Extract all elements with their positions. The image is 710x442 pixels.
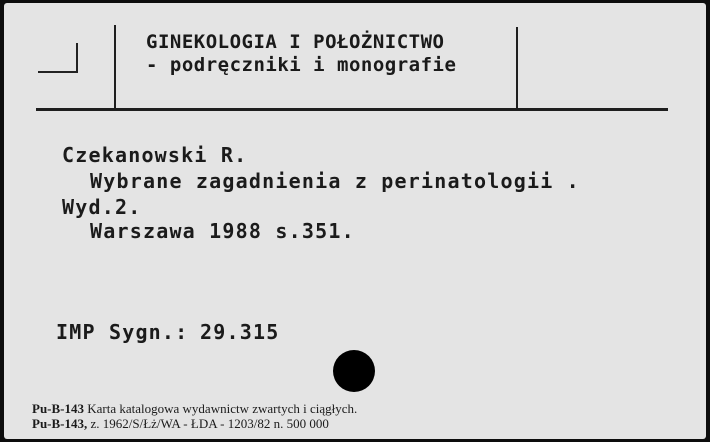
footer-form-code-2: Pu-B-143, bbox=[32, 416, 88, 431]
subject-heading-line1: GINEKOLOGIA I POŁOŻNICTWO bbox=[146, 31, 445, 53]
subject-heading-line2: - podręczniki i monografie bbox=[146, 54, 457, 76]
book-title: Wybrane zagadnienia z perinatologii . bbox=[90, 169, 580, 193]
footer-form-title: Karta katalogowa wydawnictw zwartych i ciągłych. bbox=[87, 401, 358, 416]
header-divider-left bbox=[114, 25, 116, 109]
footer-print-info: z. 1962/S/Łż/WA - ŁDA - 1203/82 n. 500 000 bbox=[90, 416, 329, 431]
footer-form-code: Pu-B-143 bbox=[32, 401, 84, 416]
author: Czekanowski R. bbox=[62, 143, 248, 167]
catalog-card bbox=[4, 3, 706, 439]
footer-line2 bbox=[32, 416, 329, 432]
call-number-value: 29.315 bbox=[200, 320, 280, 344]
corner-mark bbox=[38, 43, 78, 73]
call-number-label: IMP Sygn.: bbox=[56, 320, 189, 344]
footer-line1 bbox=[32, 401, 357, 417]
header-divider-right bbox=[516, 27, 518, 109]
punch-hole bbox=[333, 350, 375, 392]
imprint: Warszawa 1988 s.351. bbox=[90, 219, 355, 243]
edition: Wyd.2. bbox=[62, 195, 142, 219]
header-rule bbox=[36, 108, 668, 111]
